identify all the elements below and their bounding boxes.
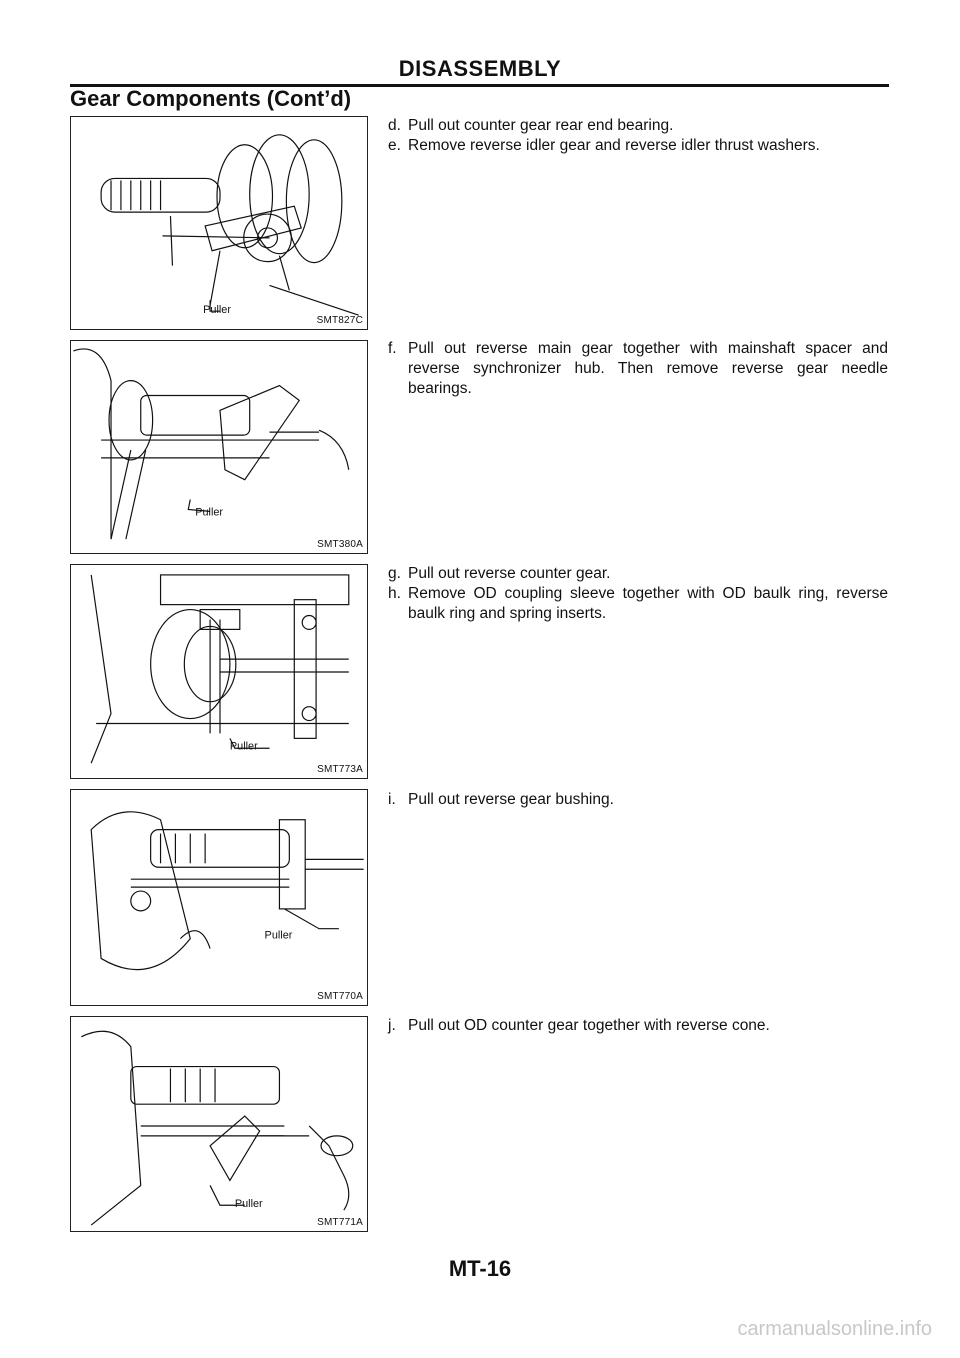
step-e [388, 136, 888, 156]
step-d [388, 116, 888, 136]
figure-smt771a [70, 1016, 368, 1232]
figure-code: SMT770A [317, 991, 363, 1002]
figure-smt380a [70, 340, 368, 554]
step-label: i. [388, 791, 396, 808]
steps-group-4 [388, 790, 888, 810]
steps-group-5 [388, 1016, 888, 1036]
figure-callout-label: Puller [203, 304, 231, 317]
step-text: Pull out reverse gear bushing. [408, 791, 614, 808]
figure-smt770a [70, 789, 368, 1006]
watermark: carmanualsonline.info [737, 1318, 932, 1340]
figure-code: SMT771A [317, 1217, 363, 1228]
step-label: j. [388, 1017, 396, 1034]
step-i [388, 790, 888, 810]
figure-callout-label: Puller [264, 929, 293, 942]
figure-puller-illustration [71, 1017, 367, 1231]
step-text: Pull out reverse counter gear. [408, 565, 611, 582]
step-f [388, 339, 888, 399]
step-label: d. [388, 117, 401, 134]
steps-group-3 [388, 564, 888, 624]
step-label: h. [388, 585, 401, 602]
figure-code: SMT773A [317, 764, 363, 775]
step-text: Pull out reverse main gear together with mainshaft spacer and reverse synchronizer hub. Then remove reverse gear needle bearings. [408, 340, 888, 397]
figure-puller-illustration [71, 341, 367, 553]
step-text: Pull out counter gear rear end bearing. [408, 117, 674, 134]
figure-code: SMT827C [316, 315, 363, 326]
figure-callout-label: Puller [195, 506, 224, 519]
step-text: Remove reverse idler gear and reverse idler thrust washers. [408, 137, 820, 154]
figure-smt773a [70, 564, 368, 779]
step-text: Remove OD coupling sleeve together with OD baulk ring, reverse baulk ring and spring inserts. [408, 585, 888, 622]
step-h [388, 584, 888, 624]
section-title: DISASSEMBLY [398, 56, 562, 81]
figure-puller-illustration [71, 790, 367, 1005]
steps-group-1 [388, 116, 888, 156]
figure-smt827c [70, 116, 368, 330]
page-number: MT-16 [448, 1256, 512, 1281]
step-text: Pull out OD counter gear together with reverse cone. [408, 1017, 770, 1034]
section-subtitle: Gear Components (Cont’d) [70, 86, 352, 111]
figure-callout-label: Puller [229, 740, 258, 753]
figure-puller-illustration [71, 117, 367, 329]
step-label: f. [388, 340, 397, 357]
figure-puller-illustration [71, 565, 367, 778]
step-j [388, 1016, 888, 1036]
figure-code: SMT380A [317, 539, 363, 550]
steps-group-2 [388, 339, 888, 399]
step-label: e. [388, 137, 401, 154]
step-label: g. [388, 565, 401, 582]
figure-callout-label: Puller [234, 1198, 263, 1211]
step-g [388, 564, 888, 584]
